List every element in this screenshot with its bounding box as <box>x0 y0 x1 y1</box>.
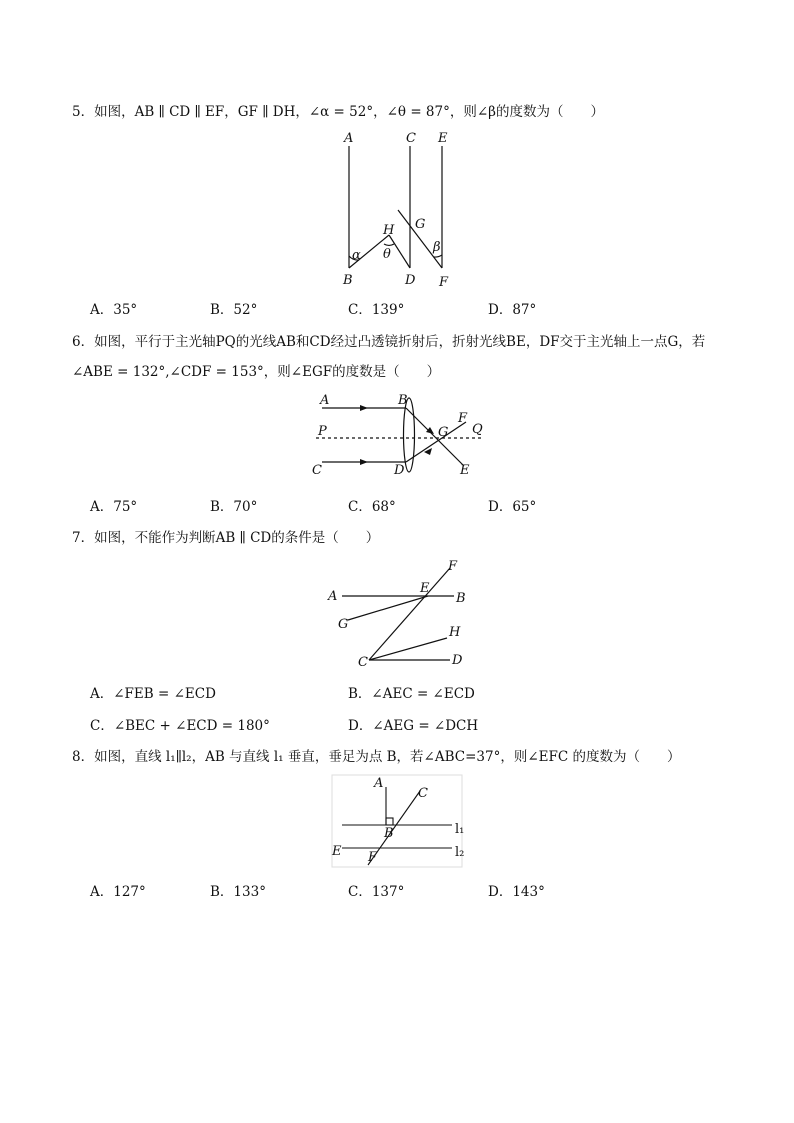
q7-label-H: H <box>449 625 461 640</box>
q5-option-d[interactable]: D．87° <box>488 302 537 318</box>
q6-label-P: P <box>318 424 327 439</box>
q5-label-A: A <box>344 131 354 146</box>
q6-option-a[interactable]: A．75° <box>90 499 138 515</box>
q6-label-Q: Q <box>472 422 483 437</box>
q7-label-F: F <box>448 559 458 574</box>
q6-label-B: B <box>398 393 408 408</box>
q5-label-H: H <box>383 223 395 238</box>
q5-option-b[interactable]: B．52° <box>210 302 258 318</box>
q6-label-A: A <box>320 393 330 408</box>
q5-label-E: E <box>438 131 448 146</box>
q5-option-a[interactable]: A．35° <box>90 302 138 318</box>
q8-option-b[interactable]: B．133° <box>210 884 266 900</box>
q6-option-c[interactable]: C．68° <box>348 499 396 515</box>
q7-option-a[interactable]: A．∠FEB = ∠ECD <box>90 686 216 702</box>
question-6-stem-line-2: ∠ABE = 132°,∠CDF = 153°，则∠EGF的度数是（ ） <box>72 364 441 380</box>
question-5-stem: 5．如图，AB ∥ CD ∥ EF，GF ∥ DH，∠α = 52°，∠θ = 87°，则∠β的度数为（ ） <box>72 104 604 120</box>
q7-label-G: G <box>338 617 349 632</box>
question-7-stem: 7．如图，不能作为判断AB ∥ CD的条件是（ ） <box>72 530 380 546</box>
q6-label-F: F <box>458 411 468 426</box>
q8-label-E: E <box>332 844 342 859</box>
question-7-figure <box>322 556 472 672</box>
q6-label-D: D <box>394 463 405 478</box>
question-8-figure <box>328 773 468 869</box>
q5-label-G: G <box>415 217 426 232</box>
q5-label-theta: θ <box>383 247 391 262</box>
q7-option-c[interactable]: C．∠BEC + ∠ECD = 180° <box>90 718 270 734</box>
q7-label-C: C <box>358 655 368 670</box>
q8-option-a[interactable]: A．127° <box>90 884 146 900</box>
q8-label-F: F <box>368 850 378 865</box>
q8-option-c[interactable]: C．137° <box>348 884 405 900</box>
question-6-figure <box>308 390 498 482</box>
q6-label-C: C <box>312 463 322 478</box>
q6-option-b[interactable]: B．70° <box>210 499 258 515</box>
q8-label-C: C <box>418 786 428 801</box>
q8-label-B: B <box>384 826 394 841</box>
q7-label-B: B <box>456 591 466 606</box>
question-8-stem: 8．如图，直线 l₁∥l₂，AB 与直线 l₁ 垂直，垂足为点 B，若∠ABC=37°，则∠EFC 的度数为（ ） <box>72 749 681 765</box>
q5-label-alpha: α <box>352 248 361 263</box>
q7-label-D: D <box>452 653 463 668</box>
q6-label-G: G <box>438 425 449 440</box>
q7-label-E: E <box>420 581 430 596</box>
q5-label-D: D <box>405 273 416 288</box>
q5-label-beta: β <box>433 240 441 255</box>
q8-option-d[interactable]: D．143° <box>488 884 545 900</box>
q5-label-C: C <box>406 131 416 146</box>
q5-label-F: F <box>439 275 449 290</box>
q6-label-E: E <box>460 463 470 478</box>
q8-label-l2: l₂ <box>455 845 465 860</box>
q5-label-B: B <box>343 273 353 288</box>
q7-option-d[interactable]: D．∠AEG = ∠DCH <box>348 718 479 734</box>
q8-label-l1: l₁ <box>455 822 465 837</box>
q5-option-c[interactable]: C．139° <box>348 302 405 318</box>
q7-label-A: A <box>328 589 338 604</box>
q6-option-d[interactable]: D．65° <box>488 499 537 515</box>
q7-option-b[interactable]: B．∠AEC = ∠ECD <box>348 686 475 702</box>
q8-label-A: A <box>374 776 384 791</box>
question-5-figure <box>330 128 470 290</box>
question-6-stem-line-1: 6．如图，平行于主光轴PQ的光线AB和CD经过凸透镜折射后，折射光线BE，DF交于主光轴上一点G，若 <box>72 334 706 350</box>
